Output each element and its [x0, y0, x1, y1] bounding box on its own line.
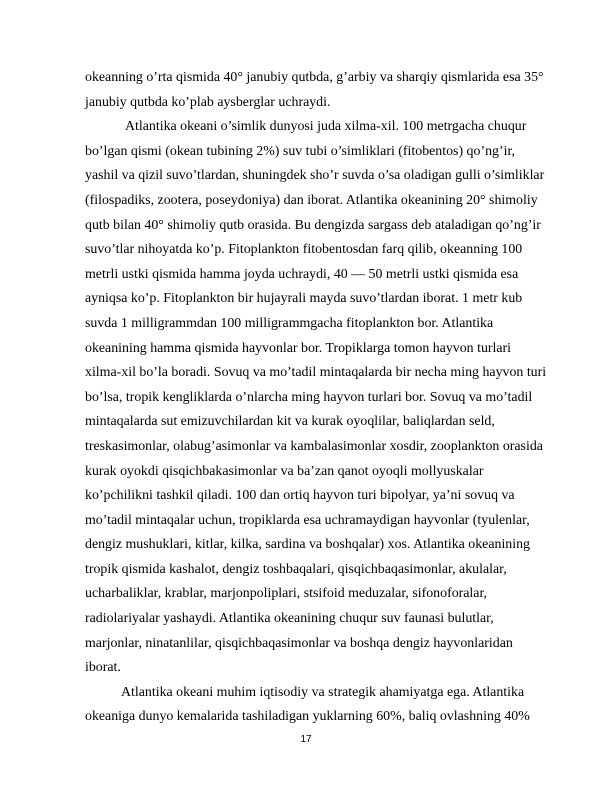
text-line-11: suvda 1 milligrammdan 100 milligrammgacha fitoplankton bor. Atlantika [85, 315, 494, 331]
text-line-2: janubiy qutbda ko’plab aysberglar uchraydi. [85, 94, 331, 110]
text-line-17: kurak oyokdi qisqichbakasimonlar va ba’zan qanot oyoqli mollyuskalar [85, 463, 484, 479]
page-number: 17 [300, 734, 312, 745]
text-line-13: xilma-xil bo’la boradi. Sovuq va mo’tadil mintaqalarda bir necha ming hayvon turi [85, 365, 547, 381]
text-line-22: ucharbaliklar, krablar, marjonpoliplari, stsifoid meduzalar, sifonoforalar, [85, 586, 487, 602]
text-line-9: metrli ustki qismida hamma joyda uchraydi, 40 — 50 metrli ustki qismida esa [85, 266, 519, 282]
text-line-8: suvo’tlar nihoyatda ko’p. Fitoplankton fitobentosdan farq qilib, okeanning 100 [85, 242, 523, 258]
text-line-10: ayniqsa ko’p. Fitoplankton bir hujayrali mayda suvo’tlardan iborat. 1 metr kub [85, 291, 523, 307]
text-line-3: Atlantika okeani o’simlik dunyosi juda xilma-xil. 100 metrgacha chuqur [125, 119, 527, 135]
text-line-16: treskasimonlar, olabug’asimonlar va kambalasimonlar xosdir, zooplankton orasida [85, 438, 543, 454]
body-text [85, 66, 547, 730]
text-line-25: iborat. [85, 660, 121, 676]
text-line-20: dengiz mushuklari, kitlar, kilka, sardina va boshqalar) xos. Atlantika okeanining [85, 537, 530, 553]
text-line-19: mo’tadil mintaqalar uchun, tropiklarda esa uchramaydigan hayvonlar (tyulenlar, [85, 512, 530, 528]
text-line-12: okeanining hamma qismida hayvonlar bor. Tropiklarga tomon hayvon turlari [85, 340, 512, 356]
text-line-5: yashil va qizil suvo’tlardan, shuningdek sho’r suvda o’sa oladigan gulli o’simliklar [85, 168, 545, 184]
text-line-6: (filospadiks, zootera, poseydoniya) dan iborat. Atlantika okeanining 20° shimoliy [85, 192, 538, 208]
text-line-1: okeanning o’rta qismida 40° janubiy qutbda, g’arbiy va sharqiy qismlarida esa 35° [85, 70, 544, 85]
text-line-15: mintaqalarda sut emizuvchilardan kit va kurak oyoqlilar, baliqlardan seld, [85, 414, 495, 430]
text-line-23: radiolariyalar yashaydi. Atlantika okeanining chuqur suv faunasi bulutlar, [85, 611, 494, 627]
text-line-21: tropik qismida kashalot, dengiz toshbaqalari, qisqichbaqasimonlar, akulalar, [85, 561, 507, 577]
text-line-24: marjonlar, ninatanlilar, qisqichbaqasimonlar va boshqa dengiz hayvonlaridan [85, 635, 513, 651]
text-line-7: qutb bilan 40° shimoliy qutb orasida. Bu dengizda sargass deb ataladigan qo’ng’ir [85, 217, 541, 233]
text-line-18: ko’pchilikni tashkil qiladi. 100 dan ortiq hayvon turi bipolyar, ya’ni sovuq va [85, 488, 515, 504]
text-line-14: bo’lsa, tropik kengliklarda o’nlarcha ming hayvon turlari bor. Sovuq va mo’tadil [85, 389, 533, 405]
text-line-26: Atlantika okeani muhim iqtisodiy va strategik ahamiyatga ega. Atlantika [121, 684, 525, 700]
text-line-27: okeaniga dunyo kemalarida tashiladigan yuklarning 60%, baliq ovlashning 40% [85, 709, 530, 725]
text-line-4: bo’lgan qismi (okean tubining 2%) suv tubi o’simliklari (fitobentos) qo’ng’ir, [85, 143, 515, 159]
